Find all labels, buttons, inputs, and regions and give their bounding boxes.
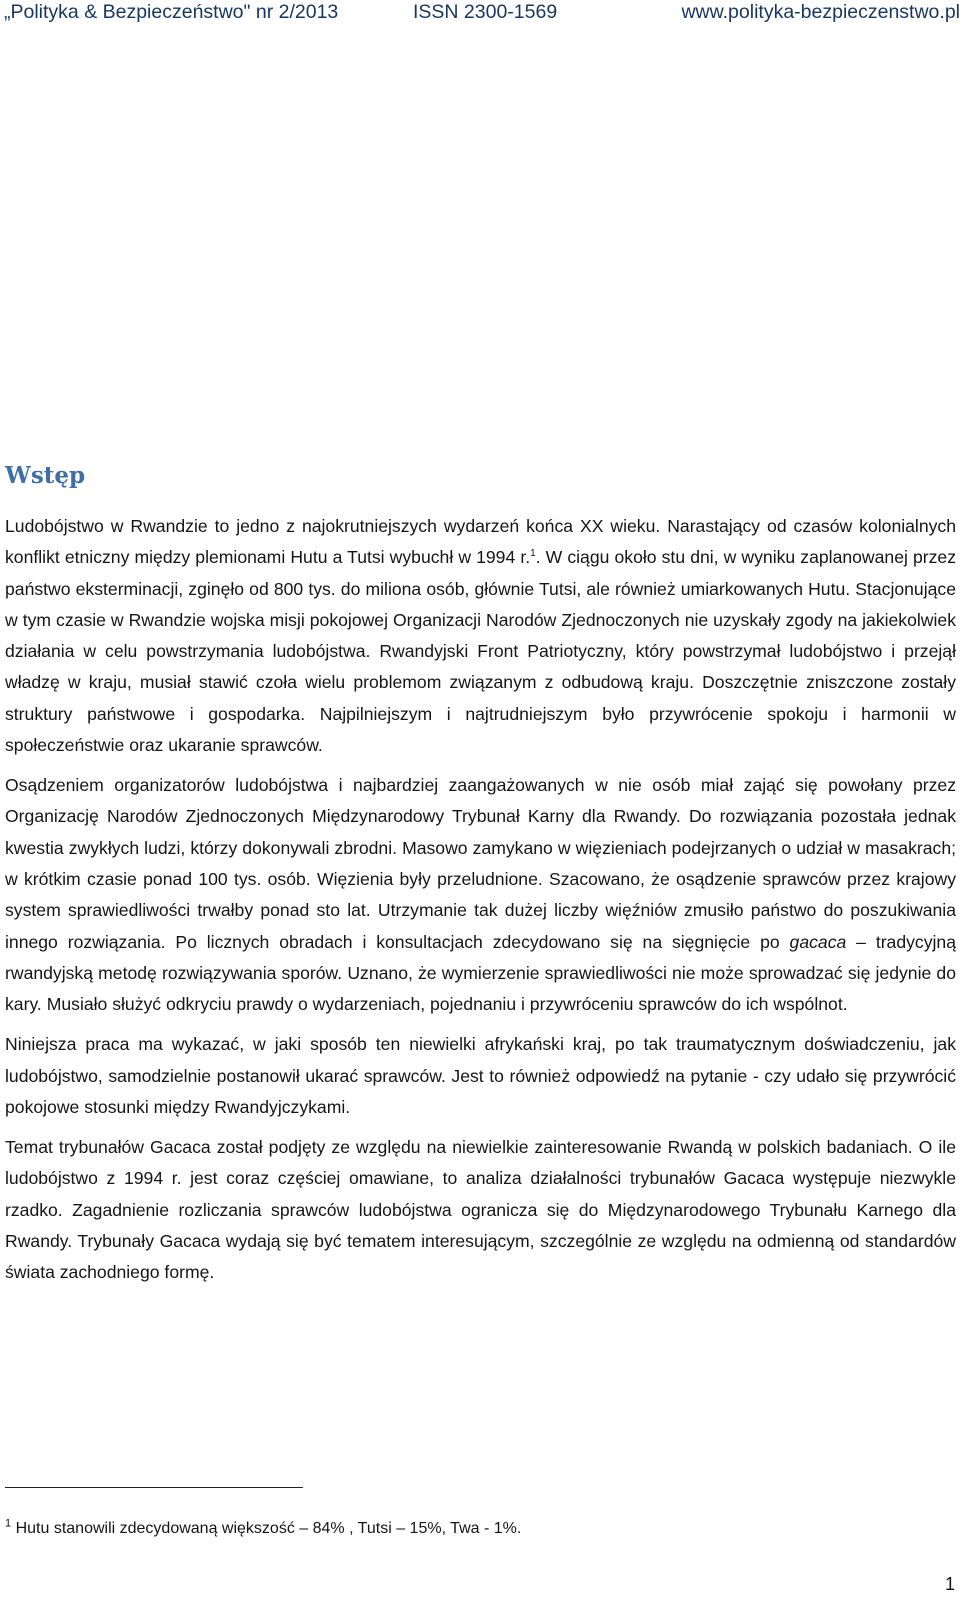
- section-heading: Wstęp: [5, 462, 86, 489]
- journal-title: „Polityka & Bezpieczeństwo" nr 2/2013: [4, 1, 339, 23]
- page-number: 1: [944, 1574, 955, 1594]
- paragraph-1-text-a: Ludobójstwo w Rwandzie to jedno z najokrutniejszych wydarzeń końca XX wieku. Narastający od czasów kolonialnych konflikt etniczny między plemionami Hutu a Tutsi wybuchł w 1994 r.: [5, 516, 956, 568]
- footnote-separator: [5, 1487, 303, 1488]
- article-body: [5, 511, 956, 1297]
- paragraph-1: [5, 511, 956, 761]
- paragraph-1-text-b: . W ciągu około stu dni, w wyniku zaplanowanej przez państwo eksterminacji, zginęło od 800 tys. do miliona osób, głównie Tutsi, ale również umiarkowanych Hutu. Stacjonujące w tym czasie w Rwandzie wojska misji pokojowej Organizacji Narodów Zjednoczonych nie uzyskały zgody na jakiekolwiek działania w celu powstrzymania ludobójstwa. Rwandyjski Front Patriotyczny, który powstrzymał ludobójstwo i przejął władzę w kraju, musiał stawić czoła wielu problemom związanym z odbudową kraju. Doszczętnie zniszczone zostały struktury państwowe i gospodarka. Najpilniejszym i najtrudniejszym było przywrócenie spokoju i harmonii w społeczeństwie oraz ukaranie sprawców.: [5, 547, 956, 756]
- paragraph-2-text-b: – tradycyjną rwandyjską metodę rozwiązywania sporów. Uznano, że wymierzenie sprawiedliwości nie może sprowadzać się jedynie do kary. Musiało służyć odkryciu prawdy o wydarzeniach, pojednaniu i przywróceniu sprawców do ich wspólnot.: [5, 931, 957, 1015]
- footnote: [5, 1517, 522, 1538]
- paragraph-2: [5, 770, 956, 1020]
- journal-url: www.polityka-bezpieczenstwo.pl: [681, 1, 960, 23]
- issn-label: ISSN 2300-1569: [413, 1, 558, 23]
- paragraph-4: Temat trybunałów Gacaca został podjęty ze względu na niewielkie zainteresowanie Rwandą w polskich badaniach. O ile ludobójstwo z 1994 r. jest coraz częściej omawiane, to analiza działalności trybunałów Gacaca występuje niezwykle rzadko. Zagadnienie rozliczania sprawców ludobójstwa ogranicza się do Międzynarodowego Trybunału Karnego dla Rwandy. Trybunały Gacaca wydają się być tematem interesującym, szczególnie ze względu na odmienną od standardów świata zachodniego formę.: [5, 1137, 956, 1283]
- paragraph-2-text-a: Osądzeniem organizatorów ludobójstwa i najbardziej zaangażowanych w nie osób miał zająć się powołany przez Organizację Narodów Zjednoczonych Międzynarodowy Trybunał Karny dla Rwandy. Do rozwiązania pozostała jednak kwestia zwykłych ludzi, którzy dokonywali zbrodni. Masowo zamykano w więzieniach podejrzanych o udział w masakrach; w krótkim czasie ponad 100 tys. osób. Więzienia były przeludnione. Szacowano, że osądzenie sprawców przez krajowy system sprawiedliwości trwałby ponad sto lat. Utrzymanie tak dużej liczby więźniów zmusiło państwo do poszukiwania innego rozwiązania. Po licznych obradach i konsultacjach zdecydowano się na sięgnięcie po: [5, 775, 956, 952]
- footnote-number: 1: [5, 1517, 12, 1530]
- footnote-ref: 1: [530, 548, 536, 560]
- gacaca-term: gacaca: [789, 931, 847, 952]
- paragraph-3: Niniejsza praca ma wykazać, w jaki sposób ten niewielki afrykański kraj, po tak traumatycznym doświadczeniu, jak ludobójstwo, samodzielnie postanowił ukarać sprawców. Jest to również odpowiedź na pytanie - czy udało się przywrócić pokojowe stosunki między Rwandyjczykami.: [5, 1034, 956, 1117]
- running-header: [4, 1, 960, 31]
- footnote-text: Hutu stanowili zdecydowaną większość – 84% , Tutsi – 15%, Twa - 1%.: [15, 1520, 522, 1537]
